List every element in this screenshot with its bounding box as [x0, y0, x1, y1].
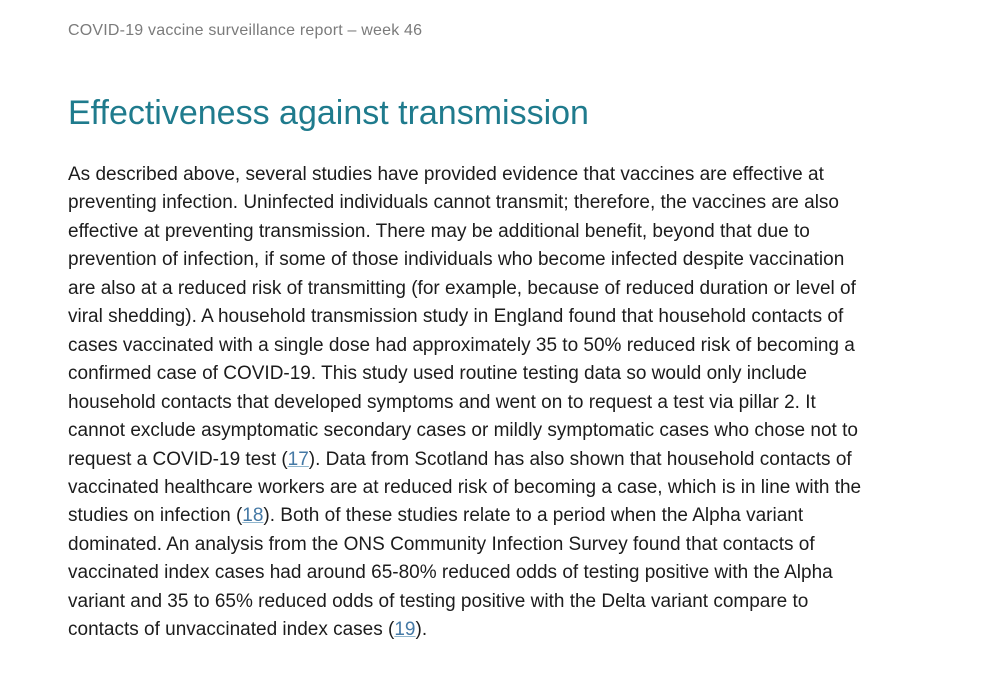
paragraph-line: household contacts that developed symptoms and went on to request a test via pillar 2. It: [68, 391, 816, 413]
line-text: ). Data from Scotland has also shown that household contacts of: [308, 448, 852, 470]
reference-link-19[interactable]: 19: [394, 619, 416, 641]
reference-link-18[interactable]: 18: [242, 505, 264, 527]
paragraph-line: cannot exclude asymptomatic secondary cases or mildly symptomatic cases who chose not to: [68, 420, 858, 442]
line-text: ).: [415, 619, 428, 641]
paragraph-line: variant and 35 to 65% reduced odds of testing positive with the Delta variant compare to: [68, 590, 809, 612]
line-text: contacts of unvaccinated index cases (: [68, 619, 395, 641]
paragraph-line: preventing infection. Uninfected individuals cannot transmit; therefore, the vaccines are also: [68, 192, 839, 214]
body-paragraph: [68, 161, 940, 645]
paragraph-line: viral shedding). A household transmission study in England found that household contacts of: [68, 306, 844, 328]
paragraph-line: vaccinated index cases had around 65-80% reduced odds of testing positive with the Alpha: [68, 562, 833, 584]
paragraph-line: effective at preventing transmission. There may be additional benefit, beyond that due to: [68, 220, 810, 242]
reference-link-17[interactable]: 17: [287, 448, 309, 470]
line-text: request a COVID-19 test (: [68, 448, 288, 470]
paragraph-line: [68, 502, 940, 530]
paragraph-line: cases vaccinated with a single dose had approximately 35 to 50% reduced risk of becoming a: [68, 334, 855, 356]
paragraph-line: [68, 446, 940, 474]
paragraph-line: [68, 616, 940, 644]
paragraph-line: confirmed case of COVID-19. This study used routine testing data so would only include: [68, 363, 807, 385]
line-text: ). Both of these studies relate to a period when the Alpha variant: [263, 505, 804, 527]
report-header: COVID-19 vaccine surveillance report – week 46: [68, 22, 423, 39]
line-text: studies on infection (: [68, 505, 243, 527]
paragraph-line: dominated. An analysis from the ONS Community Infection Survey found that contacts of: [68, 533, 815, 555]
paragraph-line: are also at a reduced risk of transmitting (for example, because of reduced duration or level of: [68, 277, 856, 299]
paragraph-line: prevention of infection, if some of those individuals who become infected despite vaccination: [68, 249, 845, 271]
paragraph-line: As described above, several studies have provided evidence that vaccines are effective at: [68, 164, 824, 185]
paragraph-line: vaccinated healthcare workers are at reduced risk of becoming a case, which is in line with the: [68, 476, 862, 498]
page-title: Effectiveness against transmission: [68, 94, 589, 132]
